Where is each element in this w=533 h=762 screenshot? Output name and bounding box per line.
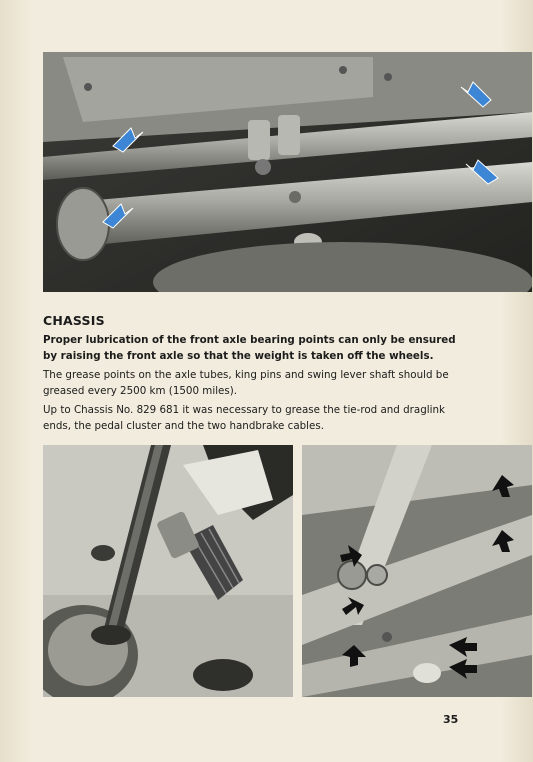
pedal-cluster-photo [43,445,293,697]
chassis-number-note: Up to Chassis No. 829 681 it was necessary to grease the tie-rod and draglink ends, the pedal cluster and the two handbrake cables. [43,404,445,432]
grease-interval-note: The grease points on the axle tubes, king pins and swing lever shaft should be greased every 2500 km (1500 miles). [43,369,449,397]
chassis-section [43,313,461,438]
front-axle-photo [43,52,532,292]
axle-grease-points-photo [302,445,532,697]
page-number: 35 [443,713,459,726]
lubrication-note: Proper lubrication of the front axle bearing points can only be ensured by raising the front axle so that the weight is taken off the wheels. [43,334,456,362]
section-heading: CHASSIS [43,313,105,328]
